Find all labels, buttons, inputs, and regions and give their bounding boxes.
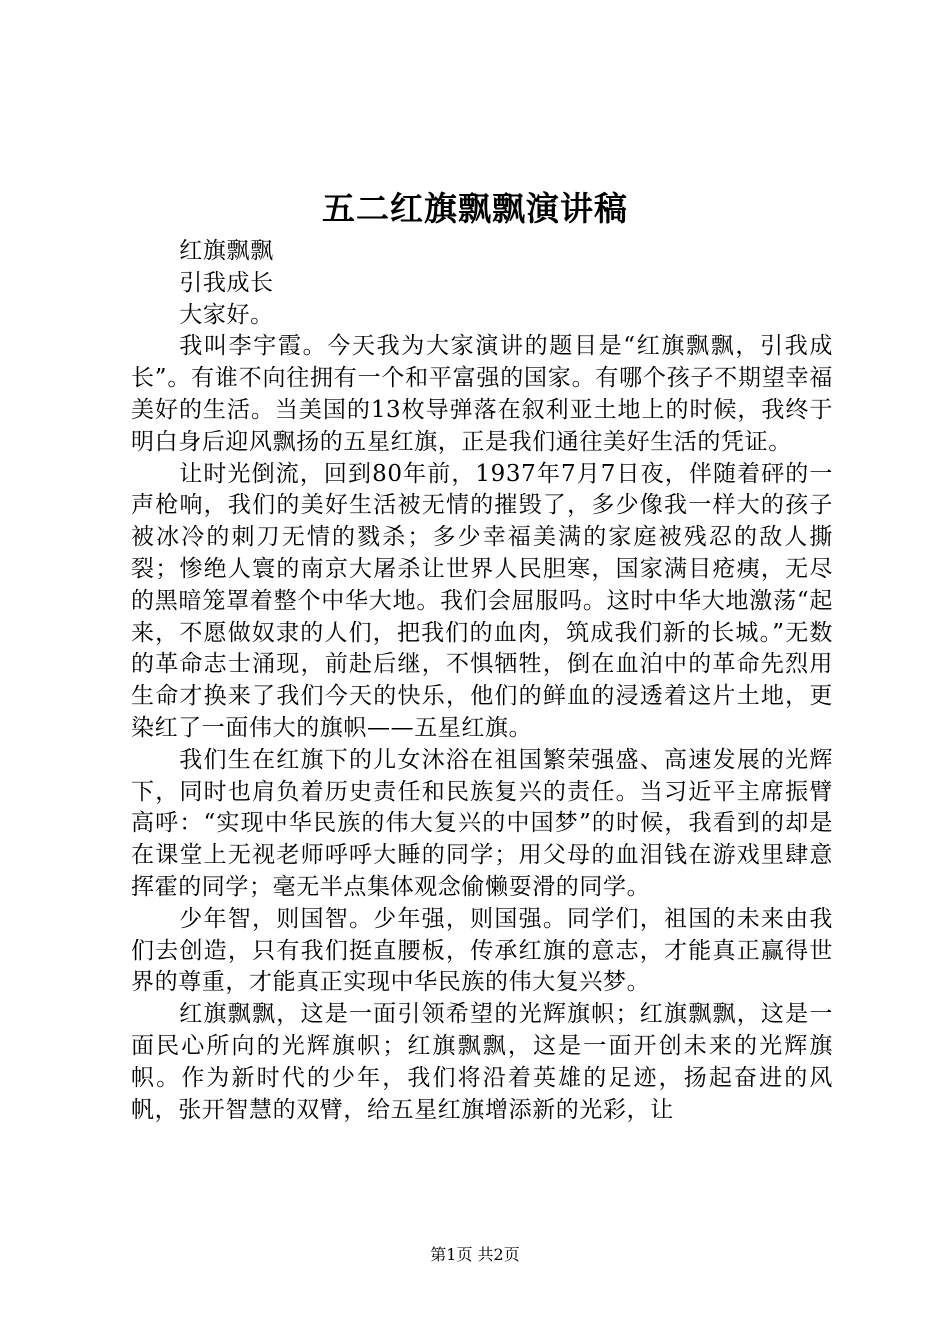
paragraph-6: 我们生在红旗下的儿女沐浴在祖国繁荣强盛、高速发展的光辉下，同时也肩负着历史责任和民族复兴的责任。当习近平主席振臂高呼：“实现中华民族的伟大复兴的中国梦”的时候，我看到的却是在课堂上无视老师呼呼大睡的同学；用父母的血泪钱在游戏里肆意挥霍的同学；毫无半点集体观念偷懒耍滑的同学。	[131, 746, 833, 900]
page-title: 五二红旗飘飘演讲稿	[322, 189, 628, 228]
paragraph-3: 大家好。	[179, 301, 274, 328]
page-footer: 第1页 共2页	[430, 1245, 520, 1264]
paragraph-4: 我叫李宇霞。今天我为大家演讲的题目是“红旗飘飘，引我成长”。有谁不向往拥有一个和平富强的国家。有哪个孩子不期望幸福美好的生活。当美国的13枚导弹落在叙利亚土地上的时候，我终于明白身后迎风飘扬的五星红旗，正是我们通往美好生活的凭证。	[131, 333, 833, 455]
paragraph-5: 让时光倒流，回到80年前，1937年7月7日夜，伴随着砰的一声枪响，我们的美好生活被无情的摧毁了，多少像我一样大的孩子被冰冷的刺刀无情的戮杀；多少幸福美满的家庭被残忍的敌人撕裂；惨绝人寰的南京大屠杀让世界人民胆寒，国家满目疮痍，无尽的黑暗笼罩着整个中华大地。我们会屈服吗。这时中华大地激荡“起来，不愿做奴隶的人们，把我们的血肉，筑成我们新的长城。”无数的革命志士涌现，前赴后继，不惧牺牲，倒在血泊中的革命先烈用生命才换来了我们今天的快乐，他们的鲜血的浸透着这片土地，更染红了一面伟大的旗帜——五星红旗。	[131, 460, 833, 741]
paragraph-8: 红旗飘飘，这是一面引领希望的光辉旗帜；红旗飘飘，这是一面民心所向的光辉旗帜；红旗飘飘，这是一面开创未来的光辉旗帜。作为新时代的少年，我们将沿着英雄的足迹，扬起奋进的风帆，张开智慧的双臂，给五星红旗增添新的光彩，让	[131, 1001, 833, 1123]
paragraph-2: 引我成长	[179, 269, 274, 296]
document-body	[131, 236, 833, 1126]
paragraph-1: 红旗飘飘	[179, 238, 274, 264]
paragraph-7: 少年智，则国智。少年强，则国强。同学们，祖国的未来由我们去创造，只有我们挺直腰板，传承红旗的意志，才能真正赢得世界的尊重，才能真正实现中华民族的伟大复兴梦。	[131, 905, 833, 996]
